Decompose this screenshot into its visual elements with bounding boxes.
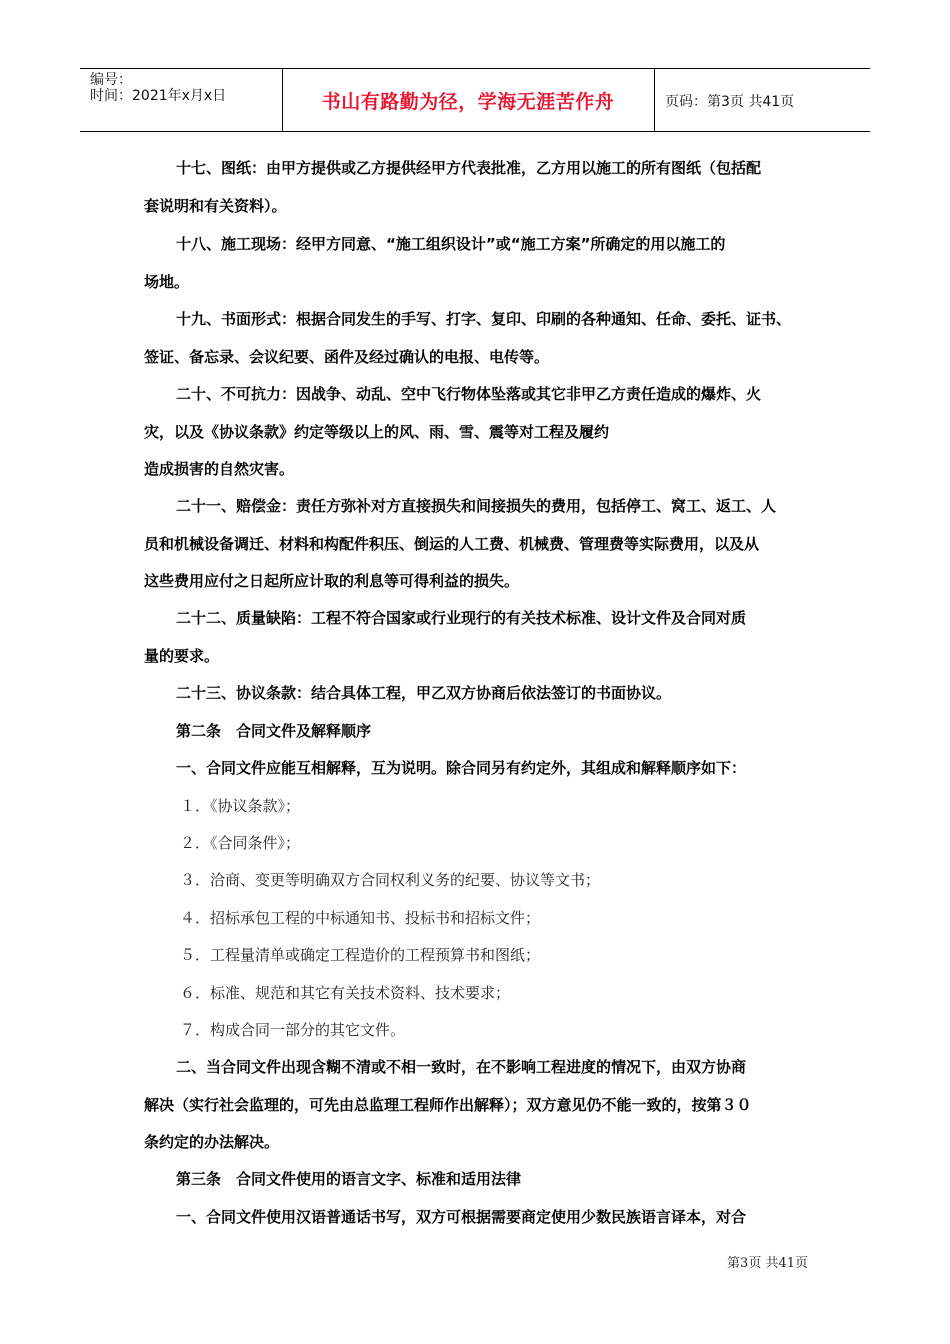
section-heading: 第三条 合同文件使用的语言文字、标准和适用法律 bbox=[176, 1170, 522, 1188]
paragraph-line: 解决（实行社会监理的，可先由总监理工程师作出解释）；双方意见仍不能一致的，按第３０ bbox=[144, 1096, 752, 1114]
section-heading: 第二条 合同文件及解释顺序 bbox=[176, 722, 372, 740]
list-item: ５．工程量清单或确定工程造价的工程预算书和图纸； bbox=[180, 946, 541, 964]
paragraph-line: 套说明和有关资料）。 bbox=[144, 197, 287, 215]
paragraph-line: 一、合同文件应能互相解释，互为说明。除合同另有约定外，其组成和解释顺序如下： bbox=[176, 759, 747, 777]
header-page-code: 页码：第3页 共41页 bbox=[665, 94, 795, 110]
list-item: ４．招标承包工程的中标通知书、投标书和招标文件； bbox=[180, 909, 541, 927]
paragraph-line: 二十二、质量缺陷：工程不符合国家或行业现行的有关技术标准、设计文件及合同对质 bbox=[176, 609, 747, 627]
list-item: ２．《合同条件》； bbox=[180, 834, 301, 852]
paragraph-line: 十七、图纸：由甲方提供或乙方提供经甲方代表批准，乙方用以施工的所有图纸（包括配 bbox=[176, 159, 762, 177]
page-footer: 第3页 共41页 bbox=[727, 1256, 808, 1271]
paragraph-line: 场地。 bbox=[144, 273, 190, 291]
list-item: ３．洽商、变更等明确双方合同权利义务的纪要、协议等文书； bbox=[180, 871, 601, 889]
paragraph-line: 员和机械设备调迁、材料和构配件积压、倒运的人工费、机械费、管理费等实际费用，以及从 bbox=[144, 535, 760, 553]
paragraph-line: 造成损害的自然灾害。 bbox=[144, 460, 295, 478]
list-item: ７．构成合同一部分的其它文件。 bbox=[180, 1021, 406, 1039]
header-page-cell bbox=[655, 69, 870, 131]
serial-number-label: 编号： bbox=[90, 72, 132, 88]
paragraph-line: 十八、施工现场：经甲方同意、“施工组织设计”或“施工方案”所确定的用以施工的 bbox=[176, 235, 726, 253]
paragraph-line: 这些费用应付之日起所应计取的利息等可得利益的损失。 bbox=[144, 572, 520, 590]
paragraph-line: 一、合同文件使用汉语普通话书写，双方可根据需要商定使用少数民族语言译本，对合 bbox=[176, 1208, 747, 1226]
paragraph-line: 量的要求。 bbox=[144, 647, 220, 665]
list-item: １．《协议条款》； bbox=[180, 797, 301, 815]
date-label: 时间：2021年x月x日 bbox=[90, 88, 227, 104]
header-motto: 书山有路勤为径，学海无涯苦作舟 bbox=[321, 91, 615, 113]
paragraph-line: 二十、不可抗力：因战争、动乱、空中飞行物体坠落或其它非甲乙方责任造成的爆炸、火 bbox=[176, 385, 762, 403]
paragraph-line: 条约定的办法解决。 bbox=[144, 1133, 280, 1151]
paragraph-line: 二十三、协议条款：结合具体工程，甲乙双方协商后依法签订的书面协议。 bbox=[176, 684, 672, 702]
list-item: ６．标准、规范和其它有关技术资料、技术要求； bbox=[180, 984, 511, 1002]
paragraph-line: 二、当合同文件出现含糊不清或不相一致时，在不影响工程进度的情况下，由双方协商 bbox=[176, 1058, 747, 1076]
page-header bbox=[80, 68, 870, 132]
paragraph-line: 十九、书面形式：根据合同发生的手写、打字、复印、印刷的各种通知、任命、委托、证书、 bbox=[176, 310, 792, 328]
paragraph-line: 签证、备忘录、会议纪要、函件及经过确认的电报、电传等。 bbox=[144, 348, 550, 366]
paragraph-line: 灾，以及《协议条款》约定等级以上的风、雨、雪、震等对工程及履约 bbox=[144, 423, 610, 441]
header-meta-cell bbox=[80, 69, 283, 131]
paragraph-line: 二十一、赔偿金：责任方弥补对方直接损失和间接损失的费用，包括停工、窝工、返工、人 bbox=[176, 497, 777, 515]
header-motto-cell bbox=[282, 69, 655, 131]
